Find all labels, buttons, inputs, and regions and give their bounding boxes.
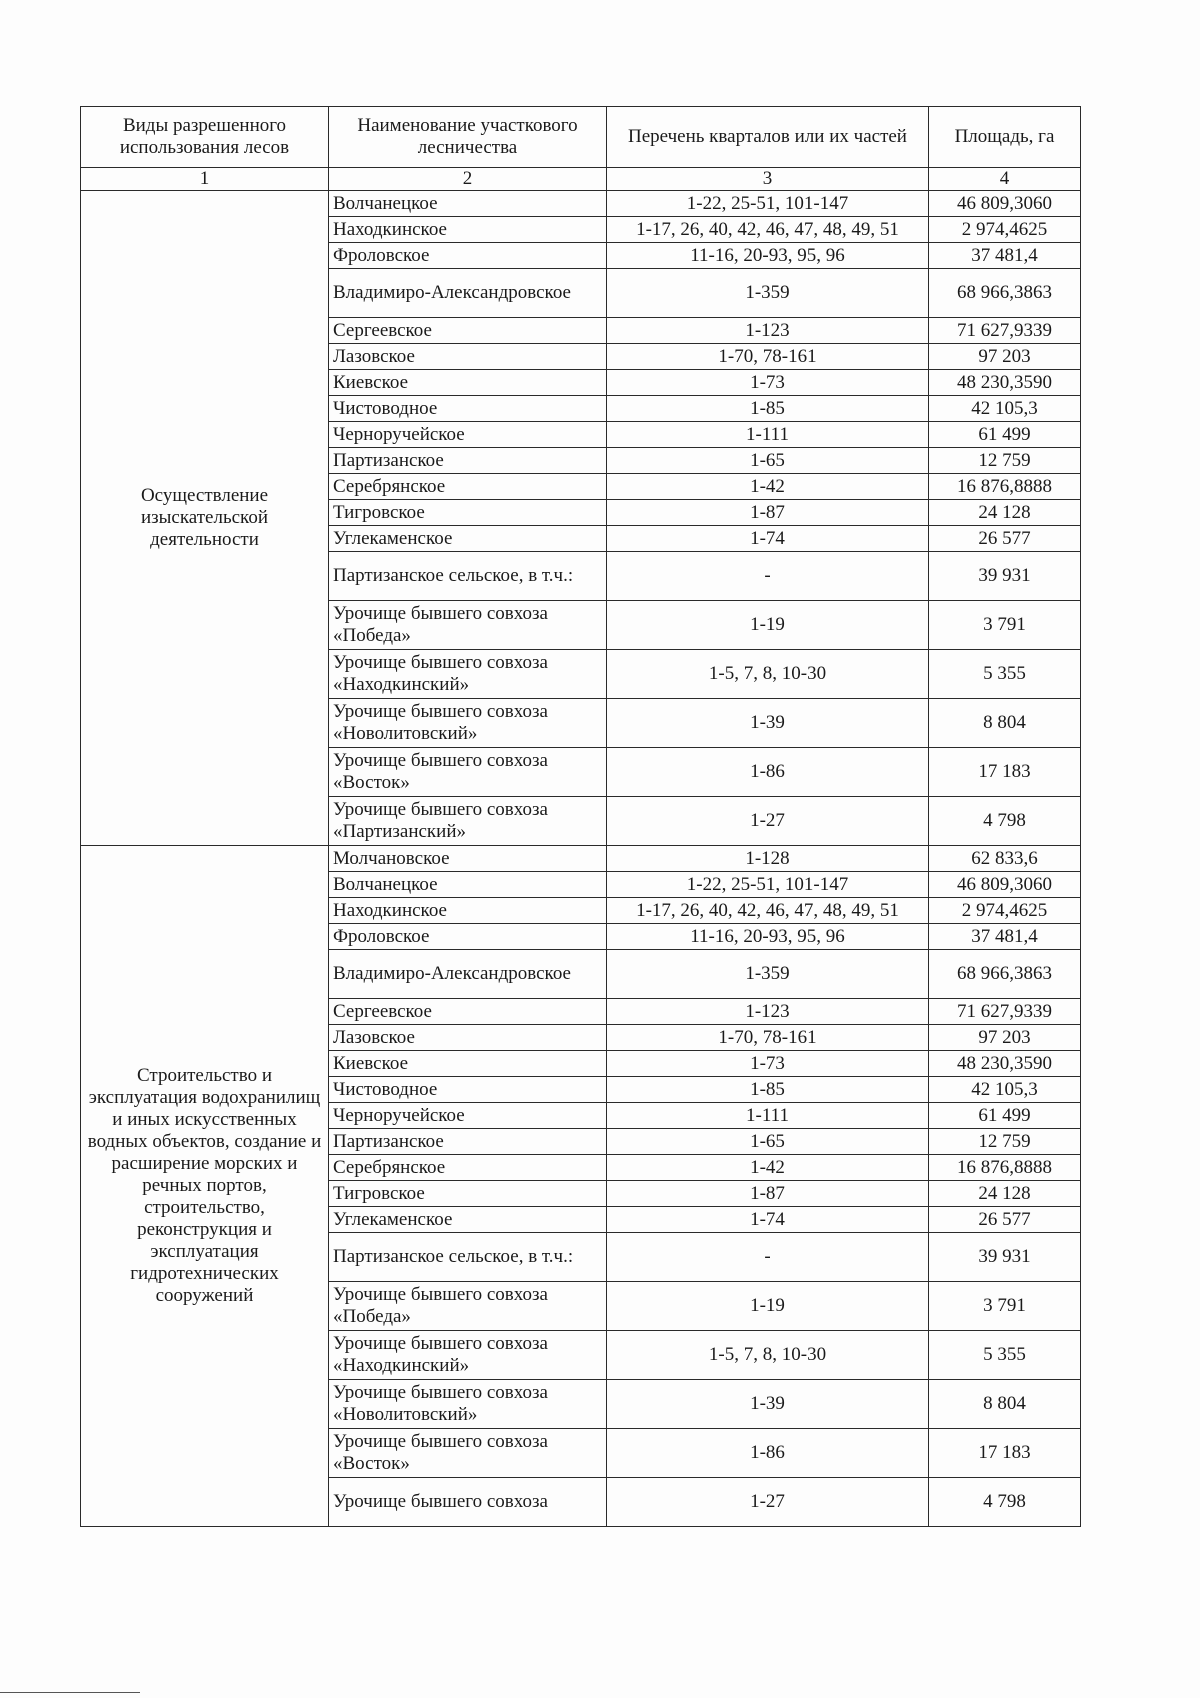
- quarters-cell: 1-359: [607, 950, 929, 999]
- header-row: [81, 107, 1081, 168]
- area-cell: 68 966,3863: [929, 269, 1081, 318]
- area-cell: 26 577: [929, 526, 1081, 552]
- area-cell: 68 966,3863: [929, 950, 1081, 999]
- quarters-cell: 1-5, 7, 8, 10-30: [607, 650, 929, 699]
- quarters-cell: 1-39: [607, 699, 929, 748]
- forestry-name-cell: Партизанское сельское, в т.ч.:: [329, 552, 607, 601]
- quarters-cell: 1-5, 7, 8, 10-30: [607, 1331, 929, 1380]
- area-cell: 42 105,3: [929, 396, 1081, 422]
- forestry-name-cell: Волчанецкое: [329, 872, 607, 898]
- quarters-cell: 1-86: [607, 1429, 929, 1478]
- header-quarters: Перечень кварталов или их частей: [607, 107, 929, 168]
- forestry-name-cell: Урочище бывшего совхоза «Новолитовский»: [329, 699, 607, 748]
- forestry-name-cell: Урочище бывшего совхоза «Партизанский»: [329, 797, 607, 846]
- area-cell: 5 355: [929, 650, 1081, 699]
- quarters-cell: 1-111: [607, 1103, 929, 1129]
- forestry-name-cell: Фроловское: [329, 243, 607, 269]
- area-cell: 26 577: [929, 1207, 1081, 1233]
- quarters-cell: 1-86: [607, 748, 929, 797]
- quarters-cell: 1-111: [607, 422, 929, 448]
- quarters-cell: 1-22, 25-51, 101-147: [607, 872, 929, 898]
- forestry-name-cell: Черноручейское: [329, 1103, 607, 1129]
- area-cell: 24 128: [929, 500, 1081, 526]
- forestry-name-cell: Сергеевское: [329, 318, 607, 344]
- quarters-cell: 1-87: [607, 500, 929, 526]
- quarters-cell: 1-27: [607, 1478, 929, 1527]
- area-cell: 37 481,4: [929, 924, 1081, 950]
- area-cell: 48 230,3590: [929, 370, 1081, 396]
- area-cell: 42 105,3: [929, 1077, 1081, 1103]
- area-cell: 17 183: [929, 748, 1081, 797]
- forestry-name-cell: Серебрянское: [329, 1155, 607, 1181]
- quarters-cell: 1-128: [607, 846, 929, 872]
- forestry-name-cell: Урочище бывшего совхоза «Восток»: [329, 1429, 607, 1478]
- forestry-name-cell: Фроловское: [329, 924, 607, 950]
- area-cell: 3 791: [929, 1282, 1081, 1331]
- column-number-row: [81, 168, 1081, 191]
- forestry-name-cell: Киевское: [329, 1051, 607, 1077]
- area-cell: 71 627,9339: [929, 318, 1081, 344]
- quarters-cell: 1-42: [607, 1155, 929, 1181]
- table-row: [81, 191, 1081, 217]
- quarters-cell: 1-70, 78-161: [607, 344, 929, 370]
- area-cell: 4 798: [929, 797, 1081, 846]
- forestry-name-cell: Волчанецкое: [329, 191, 607, 217]
- header-forestry-name: Наименование участкового лесничества: [329, 107, 607, 168]
- forestry-name-cell: Молчановское: [329, 846, 607, 872]
- area-cell: 71 627,9339: [929, 999, 1081, 1025]
- area-cell: 16 876,8888: [929, 1155, 1081, 1181]
- quarters-cell: 1-22, 25-51, 101-147: [607, 191, 929, 217]
- quarters-cell: 1-17, 26, 40, 42, 46, 47, 48, 49, 51: [607, 217, 929, 243]
- forestry-name-cell: Партизанское: [329, 448, 607, 474]
- quarters-cell: 1-42: [607, 474, 929, 500]
- area-cell: 62 833,6: [929, 846, 1081, 872]
- quarters-cell: 1-74: [607, 1207, 929, 1233]
- forestry-name-cell: Находкинское: [329, 898, 607, 924]
- forestry-name-cell: Урочище бывшего совхоза: [329, 1478, 607, 1527]
- quarters-cell: 1-123: [607, 999, 929, 1025]
- usage-category-cell: Строительство и эксплуатация водохранилищ и иных искусственных водных объектов, создание и расширение морских и речных портов, строительство, реконструкция и эксплуатация гидротехнических сооружений: [81, 846, 329, 1527]
- area-cell: 46 809,3060: [929, 872, 1081, 898]
- area-cell: 8 804: [929, 1380, 1081, 1429]
- header-usage-type: Виды разрешенного использования лесов: [81, 107, 329, 168]
- area-cell: 48 230,3590: [929, 1051, 1081, 1077]
- forestry-name-cell: Владимиро-Александровское: [329, 269, 607, 318]
- quarters-cell: 1-73: [607, 1051, 929, 1077]
- area-cell: 39 931: [929, 1233, 1081, 1282]
- forestry-name-cell: Чистоводное: [329, 1077, 607, 1103]
- quarters-cell: 1-85: [607, 1077, 929, 1103]
- quarters-cell: 1-359: [607, 269, 929, 318]
- forestry-name-cell: Углекаменское: [329, 1207, 607, 1233]
- forestry-name-cell: Сергеевское: [329, 999, 607, 1025]
- quarters-cell: 1-87: [607, 1181, 929, 1207]
- area-cell: 97 203: [929, 344, 1081, 370]
- area-cell: 3 791: [929, 601, 1081, 650]
- area-cell: 17 183: [929, 1429, 1081, 1478]
- quarters-cell: -: [607, 1233, 929, 1282]
- forestry-name-cell: Владимиро-Александровское: [329, 950, 607, 999]
- area-cell: 4 798: [929, 1478, 1081, 1527]
- forestry-name-cell: Урочище бывшего совхоза «Победа»: [329, 1282, 607, 1331]
- forestry-name-cell: Находкинское: [329, 217, 607, 243]
- forestry-name-cell: Урочище бывшего совхоза «Восток»: [329, 748, 607, 797]
- area-cell: 39 931: [929, 552, 1081, 601]
- area-cell: 61 499: [929, 1103, 1081, 1129]
- quarters-cell: 1-27: [607, 797, 929, 846]
- area-cell: 97 203: [929, 1025, 1081, 1051]
- usage-category-cell: Осуществление изыскательской деятельности: [81, 191, 329, 846]
- table-body: [81, 191, 1081, 1527]
- forest-use-table: [80, 106, 1081, 1527]
- quarters-cell: 1-123: [607, 318, 929, 344]
- quarters-cell: 1-73: [607, 370, 929, 396]
- area-cell: 37 481,4: [929, 243, 1081, 269]
- area-cell: 12 759: [929, 1129, 1081, 1155]
- quarters-cell: 1-19: [607, 601, 929, 650]
- forestry-name-cell: Лазовское: [329, 344, 607, 370]
- forestry-name-cell: Углекаменское: [329, 526, 607, 552]
- forestry-name-cell: Урочище бывшего совхоза «Находкинский»: [329, 1331, 607, 1380]
- table-row: [81, 846, 1081, 872]
- area-cell: 5 355: [929, 1331, 1081, 1380]
- column-number: 4: [929, 168, 1081, 191]
- quarters-cell: 1-70, 78-161: [607, 1025, 929, 1051]
- quarters-cell: 1-19: [607, 1282, 929, 1331]
- forestry-name-cell: Тигровское: [329, 500, 607, 526]
- header-area: Площадь, га: [929, 107, 1081, 168]
- quarters-cell: 1-85: [607, 396, 929, 422]
- forestry-name-cell: Чистоводное: [329, 396, 607, 422]
- area-cell: 46 809,3060: [929, 191, 1081, 217]
- quarters-cell: 1-65: [607, 448, 929, 474]
- forestry-name-cell: Партизанское: [329, 1129, 607, 1155]
- forestry-name-cell: Урочище бывшего совхоза «Победа»: [329, 601, 607, 650]
- area-cell: 2 974,4625: [929, 898, 1081, 924]
- column-number: 2: [329, 168, 607, 191]
- forestry-name-cell: Лазовское: [329, 1025, 607, 1051]
- forestry-name-cell: Черноручейское: [329, 422, 607, 448]
- area-cell: 16 876,8888: [929, 474, 1081, 500]
- quarters-cell: 1-74: [607, 526, 929, 552]
- quarters-cell: 1-65: [607, 1129, 929, 1155]
- quarters-cell: -: [607, 552, 929, 601]
- quarters-cell: 11-16, 20-93, 95, 96: [607, 243, 929, 269]
- column-number: 1: [81, 168, 329, 191]
- area-cell: 61 499: [929, 422, 1081, 448]
- area-cell: 2 974,4625: [929, 217, 1081, 243]
- forestry-name-cell: Партизанское сельское, в т.ч.:: [329, 1233, 607, 1282]
- quarters-cell: 1-17, 26, 40, 42, 46, 47, 48, 49, 51: [607, 898, 929, 924]
- area-cell: 8 804: [929, 699, 1081, 748]
- footer-divider: [0, 1692, 140, 1693]
- quarters-cell: 1-39: [607, 1380, 929, 1429]
- forestry-name-cell: Урочище бывшего совхоза «Новолитовский»: [329, 1380, 607, 1429]
- quarters-cell: 11-16, 20-93, 95, 96: [607, 924, 929, 950]
- column-number: 3: [607, 168, 929, 191]
- forestry-name-cell: Тигровское: [329, 1181, 607, 1207]
- area-cell: 24 128: [929, 1181, 1081, 1207]
- forestry-name-cell: Урочище бывшего совхоза «Находкинский»: [329, 650, 607, 699]
- area-cell: 12 759: [929, 448, 1081, 474]
- forestry-name-cell: Киевское: [329, 370, 607, 396]
- forestry-name-cell: Серебрянское: [329, 474, 607, 500]
